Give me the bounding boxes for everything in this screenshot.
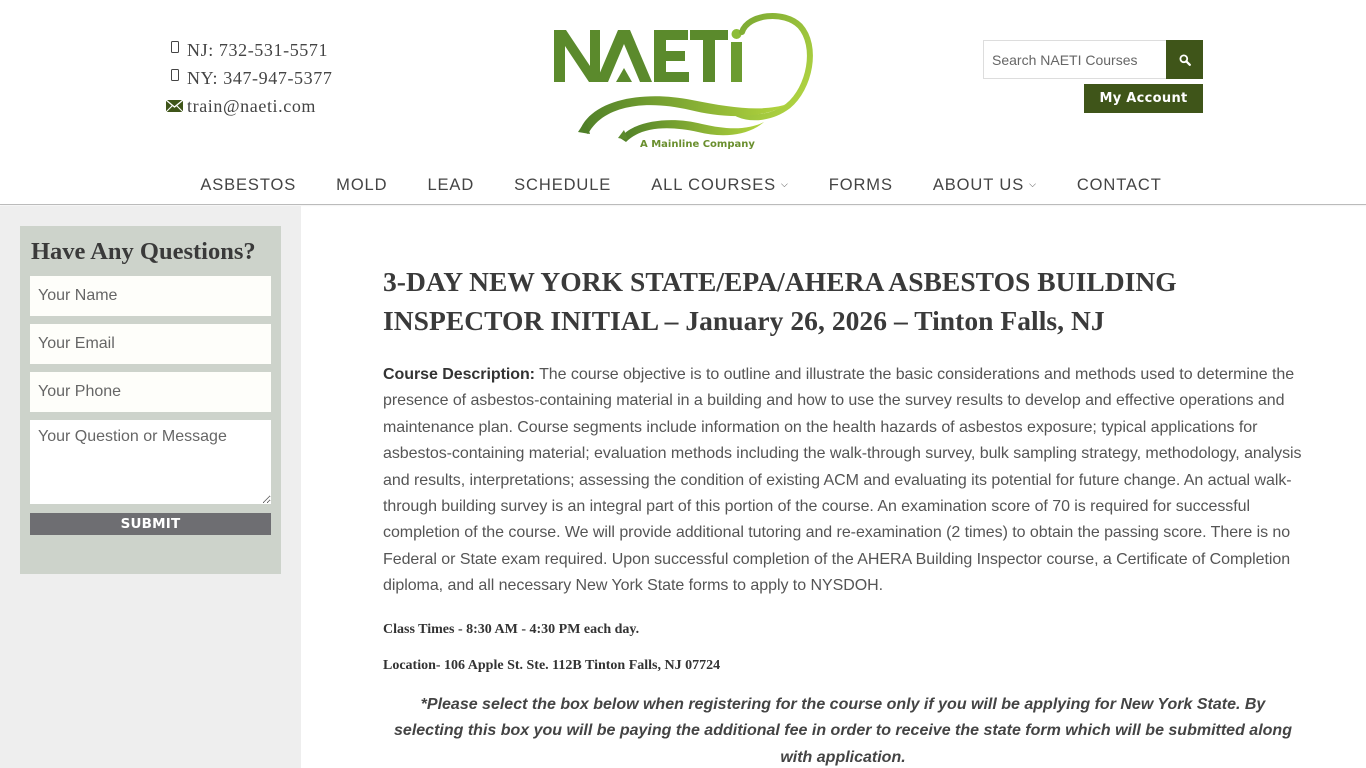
search-icon (1179, 54, 1191, 66)
ny-state-notice: *Please select the box below when registering for the course only if you will be applying for New York State. By selecting this box you will be paying the additional fee in order to receive the state form which will be submitted along with application. (394, 695, 1292, 766)
description-label: Course Description: (383, 366, 535, 383)
nj-phone-text: NJ: 732-531-5571 (187, 39, 329, 60)
naeti-logo[interactable] (552, 8, 814, 154)
search-button[interactable] (1166, 40, 1203, 79)
phone-icon (163, 72, 185, 84)
nav-item-contact[interactable] (1057, 165, 1182, 205)
contact-info (163, 36, 332, 120)
nav-label: LEAD (427, 175, 475, 194)
nav-item-schedule[interactable] (494, 165, 631, 205)
nav-item-asbestos[interactable] (180, 165, 316, 205)
nav-label: ASBESTOS (200, 175, 297, 194)
phone-field[interactable] (30, 372, 271, 412)
course-content (383, 262, 1303, 768)
questions-title: Have Any Questions? (31, 238, 256, 265)
sidebar (0, 206, 301, 768)
svg-text:A Mainline Company: A Mainline Company (640, 139, 755, 150)
course-description (383, 362, 1303, 600)
nav-label: FORMS (828, 175, 893, 194)
nav-label: CONTACT (1076, 175, 1162, 194)
nav-item-all-courses[interactable] (631, 165, 809, 205)
contact-nj-phone[interactable] (163, 36, 332, 64)
nav-label: SCHEDULE (514, 175, 612, 194)
my-account-button[interactable]: My Account (1084, 84, 1203, 113)
chevron-down-icon: ⌵ (781, 178, 789, 189)
nav-label: ABOUT US (932, 175, 1025, 194)
phone-icon (163, 44, 185, 56)
contact-ny-phone[interactable] (163, 64, 332, 92)
chevron-down-icon: ⌵ (1029, 178, 1037, 189)
contact-email[interactable] (163, 92, 332, 120)
course-title: 3-DAY NEW YORK STATE/EPA/AHERA ASBESTOS BUILDING INSPECTOR INITIAL – January 26, 2026 – Tinton Falls, NJ (383, 266, 1177, 336)
search-form (983, 40, 1203, 79)
nav-item-lead[interactable] (407, 165, 494, 205)
main-nav (0, 165, 1366, 205)
nav-label: MOLD (336, 175, 388, 194)
mail-icon (163, 100, 185, 112)
ny-phone-text: NY: 347-947-5377 (187, 67, 333, 88)
search-input[interactable] (983, 40, 1166, 79)
submit-button[interactable]: SUBMIT (30, 513, 271, 535)
email-field[interactable] (30, 324, 271, 364)
questions-form (20, 226, 281, 574)
message-field[interactable] (30, 420, 271, 504)
nav-label: ALL COURSES (651, 175, 777, 194)
nav-item-about-us[interactable] (913, 165, 1057, 205)
class-location: Location- 106 Apple St. Ste. 112B Tinton Falls, NJ 07724 (383, 657, 721, 673)
site-header (0, 0, 1366, 165)
nav-item-mold[interactable] (316, 165, 407, 205)
nav-item-forms[interactable] (809, 165, 913, 205)
class-times: Class Times - 8:30 AM - 4:30 PM each day. (383, 621, 640, 637)
description-text: The course objective is to outline and illustrate the basic considerations and methods used to determine the presence of asbestos-containing material in a building and how to use the survey results to develop and effective operations and maintenance plan. Course segments include information on the health hazards of asbestos exposure; typical applications for asbestos-containing material; evaluation methods including the walk-through survey, bulk sampling strategy, methodology, analysis and results, interpretations; assessing the condition of existing ACM and evaluating its potential for future change. An actual walk-through building survey is an integral part of this portion of the course. An examination score of 70 is required for successful completion of the course. We will provide additional tutoring and re-examination (2 times) to obtain the passing score. There is no Federal or State exam required. Upon successful completion of the AHERA Building Inspector course, a Certificate of Completion diploma, and all necessary New York State forms to apply to NYSDOH. (383, 366, 1302, 595)
name-field[interactable] (30, 276, 271, 316)
email-text: train@naeti.com (187, 95, 317, 116)
